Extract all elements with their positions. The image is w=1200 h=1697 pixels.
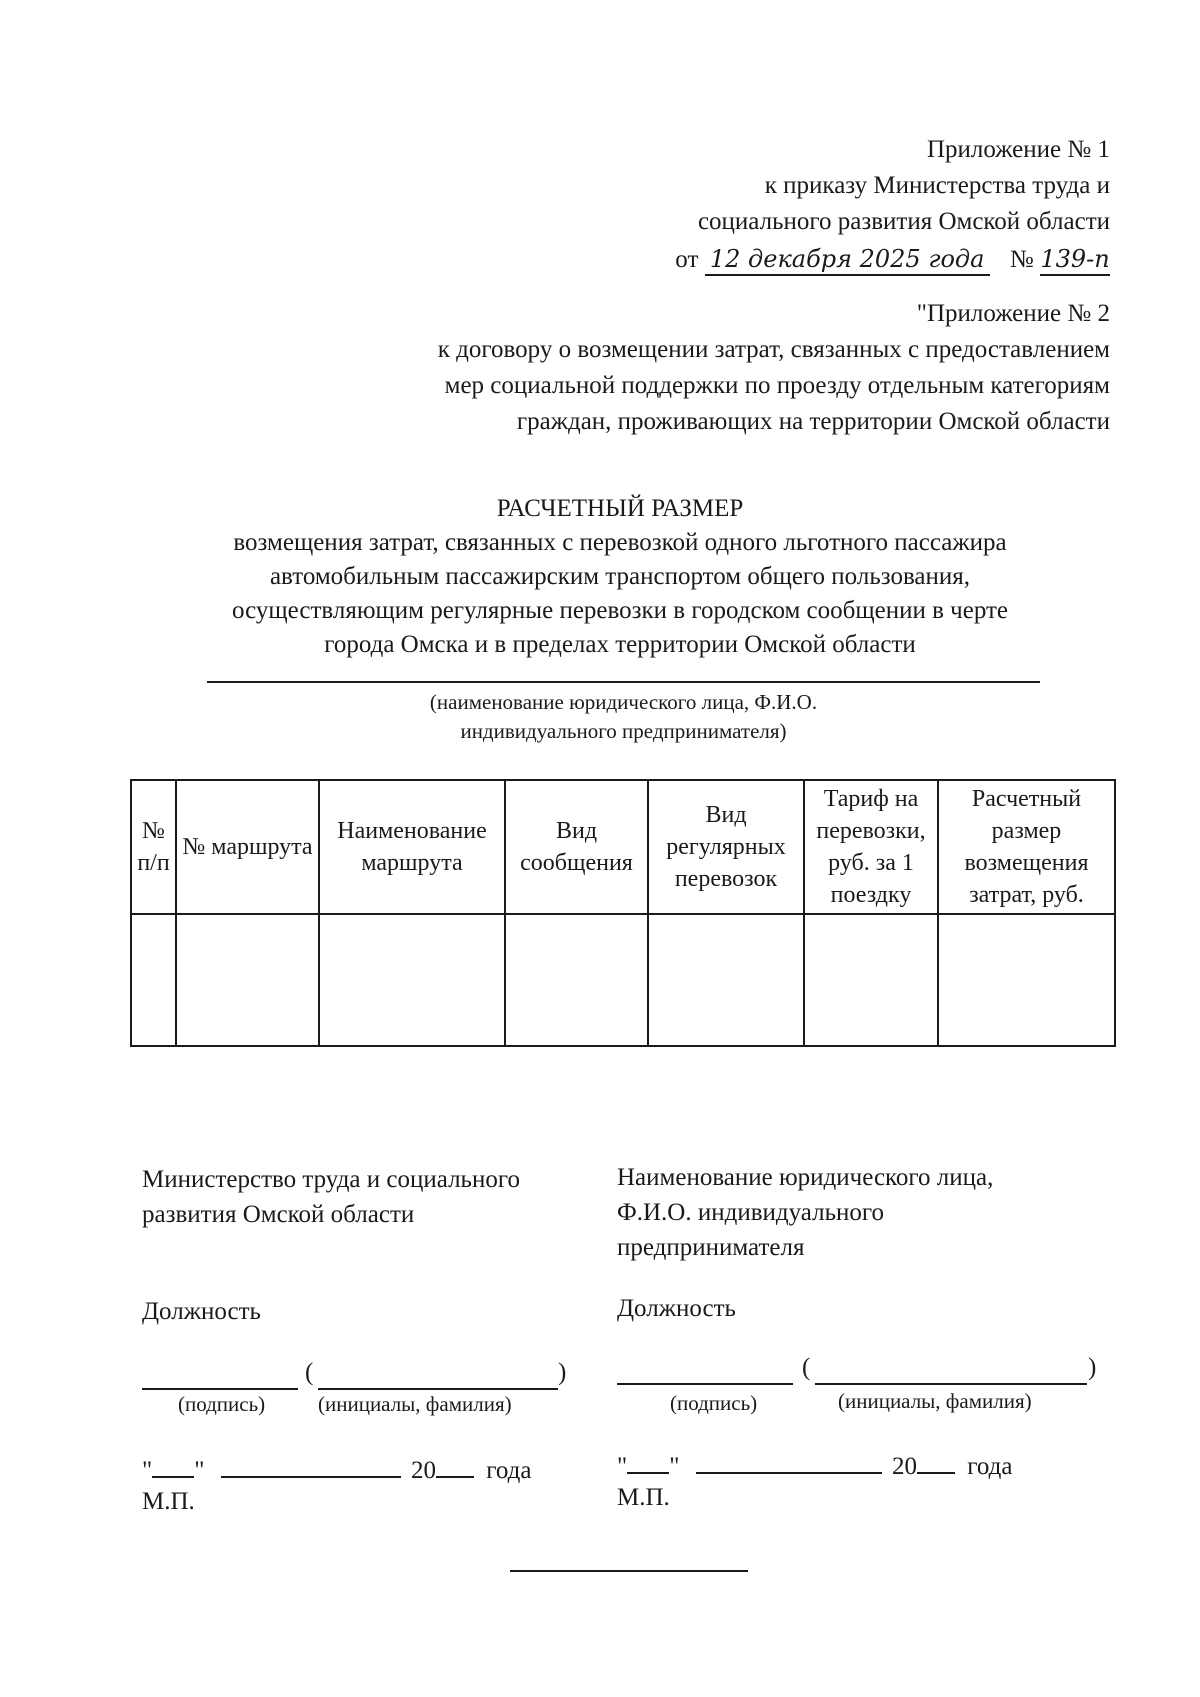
right-year-blank [917,1446,955,1474]
appendix2-line-4: граждан, проживающих на территории Омской области [516,408,1110,435]
header-service-type: Вид сообщения [505,780,648,914]
left-month-blank [221,1450,401,1478]
appendix-line-1: Приложение № 1 [926,136,1110,163]
right-party-name-line-1: Наименование юридического лица, [617,1164,994,1191]
entity-name-line [207,681,1040,683]
title-line-1: возмещения затрат, связанных с перевозкой одного льготного пассажира [233,529,1007,556]
left-signature-line [142,1388,298,1390]
table-cell [804,914,938,1046]
compensation-table [130,779,1116,1047]
appendix2-line-3: мер социальной поддержки по проезду отдельным категориям [444,372,1110,399]
header-transport-type: Вид регулярных перевозок [648,780,804,914]
table-cell [938,914,1115,1046]
appendix2-header [210,296,1110,440]
right-year-suffix: года [967,1453,1013,1480]
left-close-paren: ) [558,1359,567,1386]
left-date-line [142,1450,531,1488]
table-cell [131,914,176,1046]
left-party-name [142,1162,602,1232]
left-party-name-line-1: Министерство труда и социального [142,1166,520,1193]
entity-caption-line-1: (наименование юридического лица, Ф.И.О. [429,690,818,714]
appendix2-line-1: "Приложение № 2 [916,300,1110,327]
table-cell [176,914,319,1046]
right-quote-close: " [669,1453,680,1480]
handwritten-date: 12 декабря 2025 года [705,244,990,276]
entity-caption [207,688,1040,746]
right-initials-line [815,1383,1087,1385]
appendix2-line-2: к договору о возмещении затрат, связанных с предоставлением [437,336,1110,363]
right-stamp-label: М.П. [617,1484,670,1511]
right-party-name [617,1160,1097,1265]
left-signature-caption: (подпись) [178,1392,266,1416]
appendix-line-2: к приказу Министерства труда и [764,172,1110,199]
closing-divider [510,1570,748,1572]
left-year-prefix: 20 [410,1457,436,1484]
left-initials-line [318,1388,558,1390]
left-open-paren: ( [305,1359,314,1386]
table-cell [505,914,648,1046]
right-close-paren: ) [1088,1354,1097,1381]
appendix-line-3: социального развития Омской области [697,208,1110,235]
left-day-blank [152,1450,194,1478]
right-date-line [617,1446,1012,1484]
header-row-number: № п/п [131,780,176,914]
header-compensation: Расчетный размер возмещения затрат, руб. [938,780,1115,914]
table-row [131,914,1115,1046]
appendix-date-line [410,242,1110,278]
handwritten-number: 139-п [1040,244,1110,276]
left-party-name-line-2: развития Омской области [142,1201,415,1228]
document-title [100,492,1140,662]
table-cell [648,914,804,1046]
title-line-4: города Омска и в пределах территории Омской области [324,631,916,658]
left-year-suffix: года [486,1457,532,1484]
right-signature-caption: (подпись) [670,1391,758,1415]
right-initials-caption: (инициалы, фамилия) [838,1389,1032,1413]
right-quote-open: " [617,1453,628,1480]
right-open-paren: ( [802,1354,811,1381]
date-prefix: от [675,246,699,273]
right-signature-line [617,1383,793,1385]
table-cell [319,914,505,1046]
header-route-name: Наименование маршрута [319,780,505,914]
appendix-header [410,132,1110,278]
left-position-label: Должность [142,1298,261,1325]
right-year-prefix: 20 [891,1453,917,1480]
right-position-label: Должность [617,1295,736,1322]
table-header-row [131,780,1115,914]
header-tariff: Тариф на перевозки, руб. за 1 поездку [804,780,938,914]
right-month-blank [696,1446,882,1474]
left-quote-close: " [194,1457,205,1484]
header-route-number: № маршрута [176,780,319,914]
title-line-3: осуществляющим регулярные перевозки в городском сообщении в черте [231,597,1009,624]
right-party-name-line-2: Ф.И.О. индивидуального [617,1199,884,1226]
left-year-blank [436,1450,474,1478]
title-line-2: автомобильным пассажирским транспортом общего пользования, [269,563,971,590]
right-day-blank [627,1446,669,1474]
left-stamp-label: М.П. [142,1488,195,1515]
left-quote-open: " [142,1457,153,1484]
entity-caption-line-2: индивидуального предпринимателя) [460,719,787,743]
title-heading: РАСЧЕТНЫЙ РАЗМЕР [496,495,744,522]
number-prefix: № [1009,246,1034,273]
right-party-name-line-3: предпринимателя [617,1234,805,1261]
left-initials-caption: (инициалы, фамилия) [318,1392,512,1416]
